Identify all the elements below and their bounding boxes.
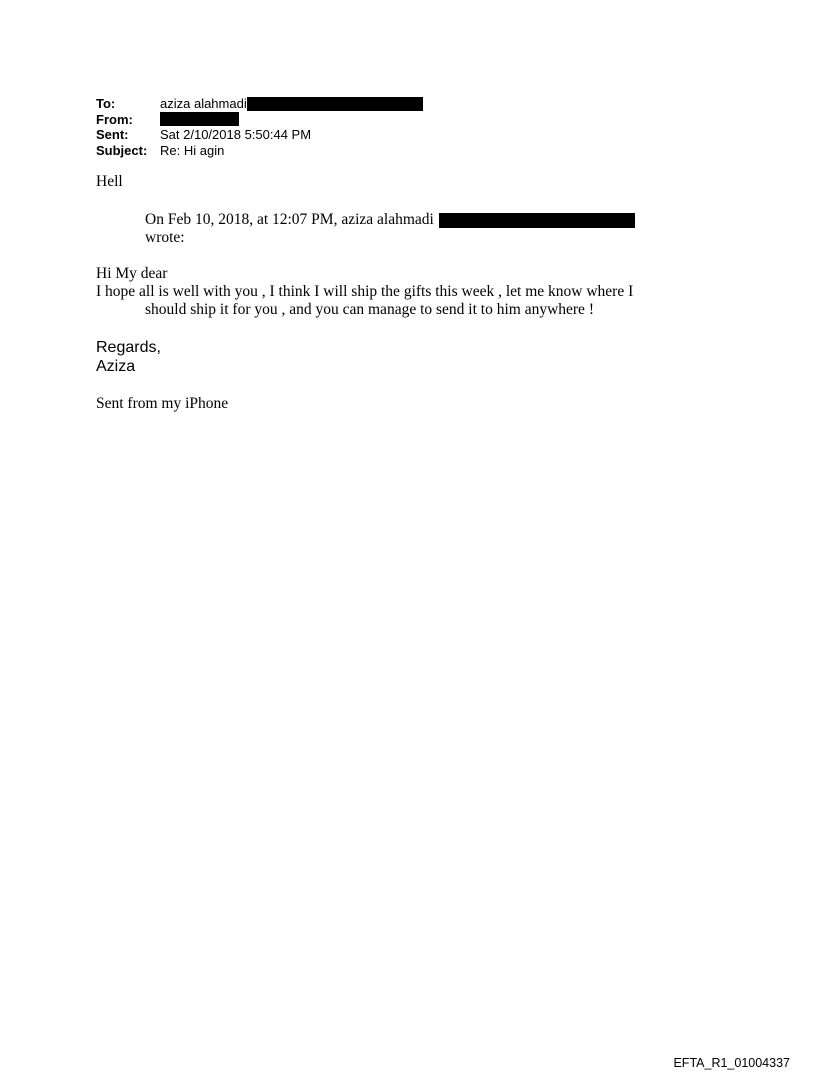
to-row bbox=[96, 96, 423, 112]
subject-label: Subject: bbox=[96, 142, 148, 158]
quoted-message bbox=[96, 265, 656, 319]
sign-off: Regards, bbox=[96, 339, 161, 356]
sent-value: Sat 2/10/2018 5:50:44 PM bbox=[160, 127, 312, 142]
document-id: EFTA_R1_01004337 bbox=[673, 1056, 790, 1070]
signature-name: Aziza bbox=[96, 357, 136, 375]
sent-row bbox=[96, 127, 423, 143]
quoted-line: should ship it for you , and you can manage to send it to him anywhere ! bbox=[145, 301, 594, 318]
quoted-greeting: Hi My dear bbox=[96, 265, 168, 282]
redaction-bar bbox=[439, 213, 635, 228]
quote-intro bbox=[145, 211, 635, 247]
from-row bbox=[96, 112, 423, 128]
to-value: aziza alahmadi bbox=[160, 96, 247, 111]
email-header bbox=[96, 96, 423, 158]
subject-value: Re: Hi agin bbox=[160, 142, 225, 158]
quote-intro-text: On Feb 10, 2018, at 12:07 PM, aziza alahmadi bbox=[145, 211, 434, 228]
greeting: Hell bbox=[96, 173, 123, 190]
subject-row bbox=[96, 143, 423, 159]
redaction-bar bbox=[247, 97, 423, 111]
signature bbox=[96, 339, 161, 376]
quote-intro-wrote: wrote: bbox=[145, 229, 185, 246]
sent-label: Sent: bbox=[96, 127, 129, 142]
quote-intro-line bbox=[145, 211, 635, 229]
to-label: To: bbox=[96, 96, 116, 111]
quoted-line: I hope all is well with you , I think I will ship the gifts this week , let me know where I bbox=[96, 283, 634, 300]
device-signature: Sent from my iPhone bbox=[96, 395, 229, 412]
redaction-bar bbox=[160, 112, 239, 126]
from-label: From: bbox=[96, 111, 133, 127]
